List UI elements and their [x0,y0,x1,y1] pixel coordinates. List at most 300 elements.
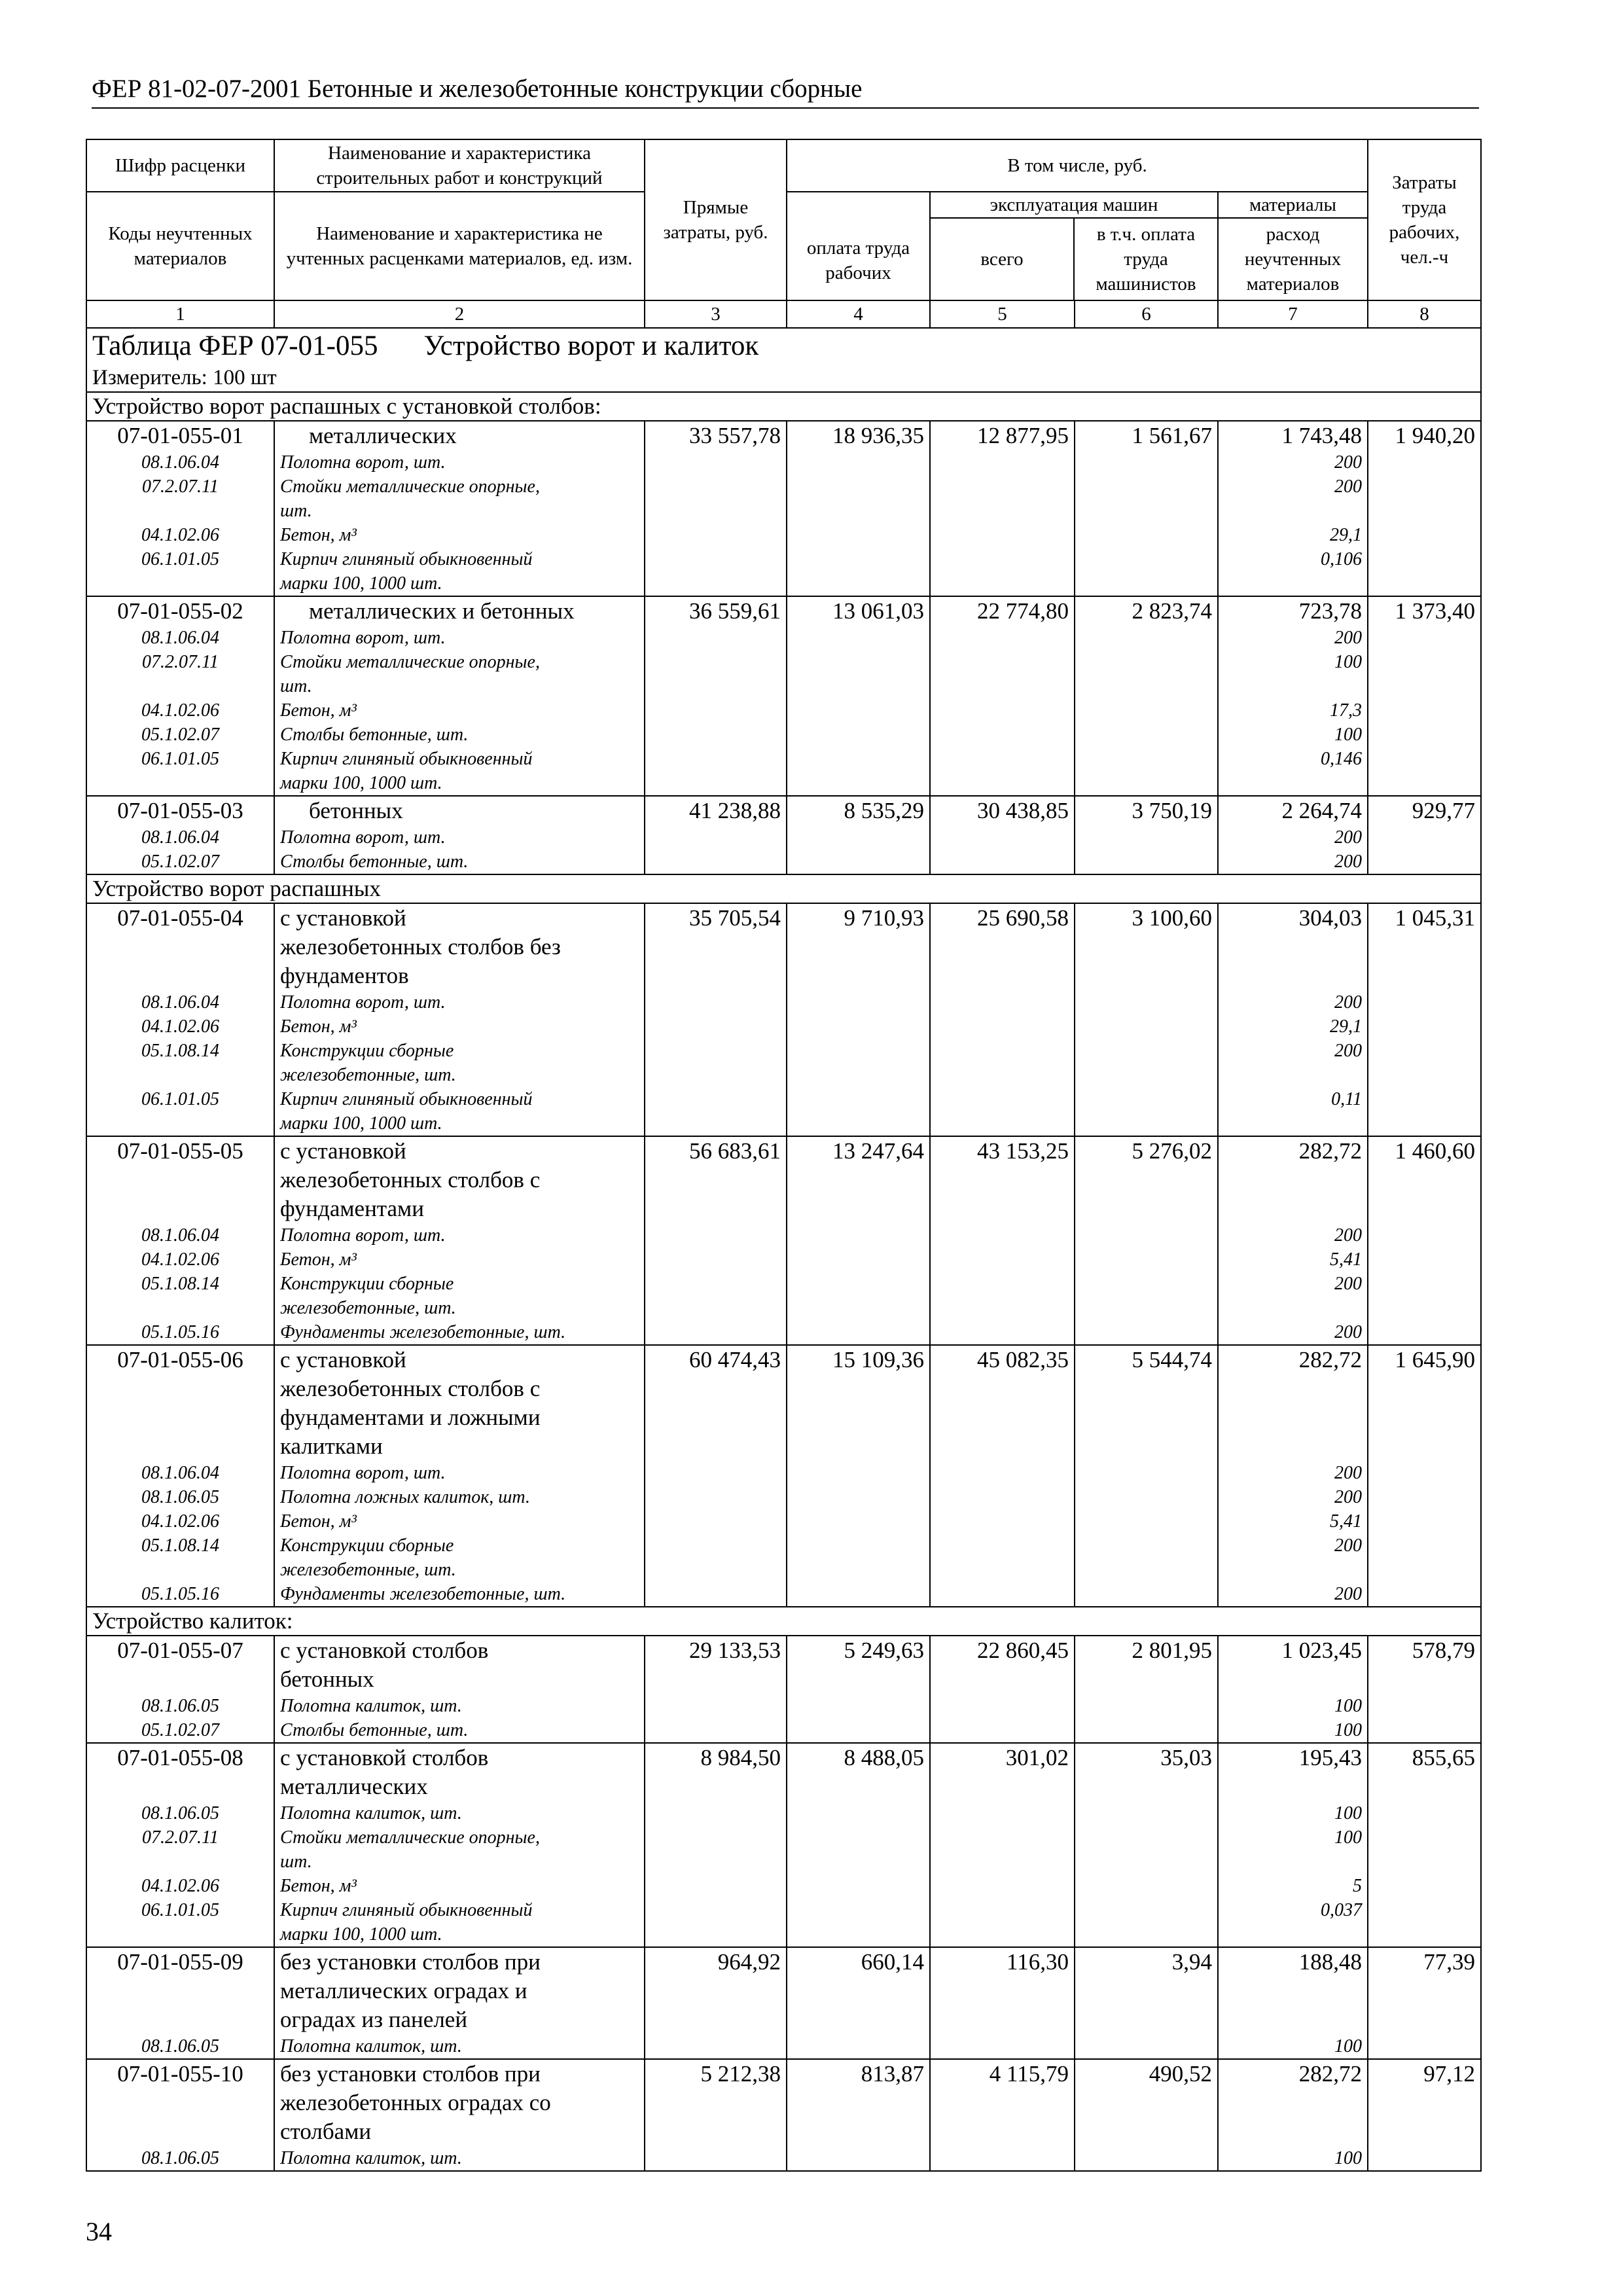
work-name [274,1743,645,1801]
material-code: 08.1.06.05 [86,2146,274,2171]
material-row [86,1694,1481,1718]
th-mat-consumption: расход неучтенных материалов [1244,224,1342,295]
machines-total: 301,02 [930,1743,1075,1801]
empty-cell [1368,1320,1481,1345]
rate-code: 07-01-055-05 [86,1136,274,1223]
empty-cell [1368,650,1481,698]
material-name-line: Полотна ложных калиток, шт. [280,1487,530,1507]
material-quantity: 200 [1218,850,1368,874]
empty-cell [930,1485,1075,1509]
material-name-line: Бетон, м³ [280,1249,357,1270]
material-name [274,1718,645,1743]
machinist-wages: 5 544,74 [1075,1345,1218,1461]
empty-cell [1368,1874,1481,1898]
material-name-line: Полотна ворот, шт. [280,1225,446,1246]
machines-total: 25 690,58 [930,903,1075,990]
labor-value: 855,65 [1368,1743,1481,1801]
empty-cell [787,523,930,547]
material-name-line: Полотна калиток, шт. [280,2148,462,2168]
material-quantity: 200 [1218,626,1368,650]
material-code: 08.1.06.04 [86,626,274,650]
material-row [86,1272,1481,1320]
material-name [274,1272,645,1320]
empty-cell [645,1509,787,1534]
rate-row [86,1947,1481,2034]
material-quantity: 200 [1218,1461,1368,1485]
material-quantity: 100 [1218,1801,1368,1825]
empty-cell [1368,1509,1481,1534]
empty-cell [787,547,930,596]
th-total: всего [931,219,1075,300]
materials-value: 195,43 [1218,1743,1368,1801]
material-row [86,2146,1481,2171]
empty-cell [645,723,787,747]
material-row [86,523,1481,547]
material-name-line: Полотна ворот, шт. [280,452,446,473]
material-name [274,698,645,723]
material-quantity: 200 [1218,1039,1368,1087]
materials-value: 282,72 [1218,2059,1368,2146]
material-code: 05.1.02.07 [86,1718,274,1743]
material-code: 04.1.02.06 [86,523,274,547]
th-direct: Прямые затраты, руб. [645,139,787,300]
direct-cost: 36 559,61 [645,596,787,626]
material-name-line: Кирпич глиняный обыкновенный [280,749,533,769]
empty-cell [787,2034,930,2059]
empty-cell [787,698,930,723]
material-name-line: железобетонные, шт. [280,1560,456,1580]
section-row [86,392,1481,421]
col-number: 1 [86,300,274,328]
empty-cell [645,650,787,698]
material-quantity: 100 [1218,2034,1368,2059]
empty-cell [645,698,787,723]
material-row [86,1898,1481,1947]
rate-row [86,1136,1481,1223]
wages-value: 813,87 [787,2059,930,2146]
material-name [274,1485,645,1509]
empty-cell [645,1898,787,1947]
empty-cell [787,1582,930,1607]
empty-cell [787,1485,930,1509]
labor-value: 578,79 [1368,1636,1481,1694]
material-name [274,1461,645,1485]
material-name [274,1898,645,1947]
col-number: 4 [787,300,930,328]
empty-cell [1368,450,1481,475]
empty-cell [645,2146,787,2171]
material-row [86,1014,1481,1039]
section-row [86,874,1481,903]
material-name-line: Бетон, м³ [280,1511,357,1532]
labor-value: 1 940,20 [1368,421,1481,450]
empty-cell [787,650,930,698]
direct-cost: 29 133,53 [645,1636,787,1694]
machines-total: 116,30 [930,1947,1075,2034]
material-code: 05.1.05.16 [86,1582,274,1607]
material-quantity: 0,037 [1218,1898,1368,1947]
empty-cell [645,1223,787,1247]
material-name [274,747,645,796]
material-name [274,1534,645,1582]
empty-cell [930,1223,1075,1247]
material-name [274,650,645,698]
empty-cell [787,1509,930,1534]
machinist-wages: 3,94 [1075,1947,1218,2034]
material-row [86,698,1481,723]
table-number: Таблица ФЕР 07-01-055 [92,331,378,361]
material-name-line: Столбы бетонные, шт. [280,852,469,872]
work-name-line: фундаментами и ложными [280,1405,541,1430]
material-quantity: 5,41 [1218,1247,1368,1272]
material-quantity: 100 [1218,723,1368,747]
material-row [86,475,1481,523]
rate-row [86,1636,1481,1694]
material-row [86,1485,1481,1509]
machinist-wages: 3 750,19 [1075,796,1218,825]
material-quantity: 0,11 [1218,1087,1368,1136]
empty-cell [1075,1485,1218,1509]
empty-cell [1075,450,1218,475]
empty-cell [645,1272,787,1320]
material-code: 04.1.02.06 [86,698,274,723]
material-code: 08.1.06.05 [86,1694,274,1718]
machines-total: 4 115,79 [930,2059,1075,2146]
material-name [274,990,645,1014]
empty-cell [645,1825,787,1874]
empty-cell [930,698,1075,723]
col-number: 5 [930,300,1075,328]
empty-cell [645,2034,787,2059]
material-quantity: 200 [1218,1534,1368,1582]
empty-cell [1075,1320,1218,1345]
empty-cell [1075,547,1218,596]
empty-cell [787,1461,930,1485]
material-name [274,825,645,850]
empty-cell [1368,1272,1481,1320]
work-name-line: столбами [280,2119,372,2144]
empty-cell [1368,1825,1481,1874]
material-name [274,1320,645,1345]
material-quantity: 0,106 [1218,547,1368,596]
empty-cell [645,1461,787,1485]
empty-cell [645,1718,787,1743]
empty-cell [787,1272,930,1320]
material-quantity: 200 [1218,825,1368,850]
material-code: 05.1.02.07 [86,723,274,747]
materials-value: 188,48 [1218,1947,1368,2034]
th-materials: материалы [1219,192,1367,219]
empty-cell [645,747,787,796]
material-row [86,1039,1481,1087]
material-row [86,850,1481,874]
material-quantity: 29,1 [1218,1014,1368,1039]
empty-cell [930,1694,1075,1718]
wages-value: 660,14 [787,1947,930,2034]
material-name [274,1087,645,1136]
table-body [86,328,1481,2171]
work-name-line: бетонных [309,798,403,823]
empty-cell [930,2146,1075,2171]
labor-value: 1 460,60 [1368,1136,1481,1223]
empty-cell [645,450,787,475]
empty-cell [787,2146,930,2171]
labor-value: 1 373,40 [1368,596,1481,626]
work-name [274,421,645,450]
labor-value: 77,39 [1368,1947,1481,2034]
empty-cell [930,850,1075,874]
empty-cell [1075,825,1218,850]
material-name-line: марки 100, 1000 шт. [280,1113,442,1134]
material-name-line: шт. [280,676,312,696]
wages-value: 8 535,29 [787,796,930,825]
work-name-line: фундаментов [280,963,409,988]
rate-row [86,903,1481,990]
empty-cell [930,747,1075,796]
section-title: Устройство ворот распашных с установкой столбов: [86,392,1481,421]
empty-cell [1368,723,1481,747]
wages-value: 15 109,36 [787,1345,930,1461]
material-code: 08.1.06.04 [86,990,274,1014]
rate-code: 07-01-055-09 [86,1947,274,2034]
labor-value: 97,12 [1368,2059,1481,2146]
empty-cell [1368,850,1481,874]
rate-code: 07-01-055-08 [86,1743,274,1801]
wages-value: 13 061,03 [787,596,930,626]
work-name-line: железобетонных столбов с [280,1167,541,1193]
material-name-line: Бетон, м³ [280,700,357,721]
material-code: 08.1.06.05 [86,2034,274,2059]
material-name-line: Конструкции сборные [280,1274,454,1294]
material-name-line: Бетон, м³ [280,1876,357,1896]
th-codes-unaccounted: Коды неучтенных материалов [86,192,274,300]
empty-cell [645,1014,787,1039]
material-code: 08.1.06.04 [86,450,274,475]
work-name [274,796,645,825]
machines-total: 43 153,25 [930,1136,1075,1223]
labor-value: 1 045,31 [1368,903,1481,990]
materials-value: 2 264,74 [1218,796,1368,825]
machines-total: 22 774,80 [930,596,1075,626]
direct-cost: 60 474,43 [645,1345,787,1461]
rate-row [86,2059,1481,2146]
material-name-line: Кирпич глиняный обыкновенный [280,1900,533,1920]
empty-cell [787,626,930,650]
empty-cell [787,1534,930,1582]
material-name-line: Полотна ворот, шт. [280,1463,446,1483]
table-title-row [86,328,1481,364]
material-name-line: Кирпич глиняный обыкновенный [280,549,533,569]
rate-code: 07-01-055-04 [86,903,274,990]
work-name-line: с установкой [280,1138,406,1164]
direct-cost: 8 984,50 [645,1743,787,1801]
empty-cell [1368,626,1481,650]
rate-row [86,596,1481,626]
empty-cell [787,1039,930,1087]
material-quantity: 200 [1218,475,1368,523]
empty-cell [1368,1087,1481,1136]
material-name [274,2146,645,2171]
rates-table [86,139,1482,2172]
table-name: Устройство ворот и калиток [423,331,759,361]
material-name-line: Полотна калиток, шт. [280,1696,462,1716]
empty-cell [930,1461,1075,1485]
material-name-line: Стойки металлические опорные, [280,1827,540,1848]
material-name [274,1014,645,1039]
empty-cell [930,475,1075,523]
work-name [274,1947,645,2034]
empty-cell [787,723,930,747]
material-quantity: 200 [1218,1582,1368,1607]
th-labor: Затраты труда рабочих, чел.-ч [1368,139,1481,300]
empty-cell [1075,1898,1218,1947]
material-name-line: Полотна ворот, шт. [280,992,446,1013]
measure-row [86,364,1481,392]
empty-cell [930,650,1075,698]
empty-cell [645,990,787,1014]
empty-cell [787,1718,930,1743]
wages-value: 18 936,35 [787,421,930,450]
empty-cell [787,1801,930,1825]
empty-cell [1368,475,1481,523]
material-code: 07.2.07.11 [86,1825,274,1874]
empty-cell [930,1320,1075,1345]
materials-value: 723,78 [1218,596,1368,626]
rate-code: 07-01-055-06 [86,1345,274,1461]
empty-cell [645,523,787,547]
empty-cell [645,1247,787,1272]
material-code: 07.2.07.11 [86,650,274,698]
material-name-line: Бетон, м³ [280,525,357,545]
machinist-wages: 3 100,60 [1075,903,1218,990]
empty-cell [787,825,930,850]
work-name-line: с установкой [280,905,406,931]
material-quantity: 29,1 [1218,523,1368,547]
work-name [274,596,645,626]
empty-cell [1368,1247,1481,1272]
material-code: 04.1.02.06 [86,1509,274,1534]
empty-cell [1075,723,1218,747]
work-name-line: оградах из панелей [280,2007,468,2032]
material-row [86,1718,1481,1743]
empty-cell [930,1898,1075,1947]
material-name [274,1874,645,1898]
material-code: 05.1.05.16 [86,1320,274,1345]
rate-row [86,796,1481,825]
empty-cell [1368,990,1481,1014]
wages-value: 9 710,93 [787,903,930,990]
material-name-line: Столбы бетонные, шт. [280,1720,469,1740]
material-quantity: 100 [1218,650,1368,698]
section-title: Устройство ворот распашных [86,874,1481,903]
work-name-line: бетонных [280,1666,374,1692]
rate-code: 07-01-055-03 [86,796,274,825]
empty-cell [1075,850,1218,874]
material-name-line: железобетонные, шт. [280,1298,456,1318]
material-code: 06.1.01.05 [86,1087,274,1136]
machinist-wages: 5 276,02 [1075,1136,1218,1223]
empty-cell [1368,523,1481,547]
empty-cell [1075,1087,1218,1136]
material-name-line: марки 100, 1000 шт. [280,1924,442,1945]
work-name-line: железобетонных столбов с [280,1376,541,1401]
th-wages: оплата труда рабочих [806,238,910,283]
material-row [86,1582,1481,1607]
materials-value: 304,03 [1218,903,1368,990]
section-row [86,1607,1481,1636]
th-name: Наименование и характеристика строительных работ и конструкций [274,139,645,192]
material-row [86,1223,1481,1247]
material-row [86,1461,1481,1485]
empty-cell [930,1247,1075,1272]
empty-cell [787,1874,930,1898]
work-name-line: калитками [280,1433,383,1459]
work-name-line: с установкой [280,1347,406,1372]
machinist-wages: 2 823,74 [1075,596,1218,626]
machines-total: 30 438,85 [930,796,1075,825]
running-header: ФЕР 81-02-07-2001 Бетонные и железобетонные конструкции сборные [92,73,1479,109]
empty-cell [1368,1485,1481,1509]
empty-cell [645,1801,787,1825]
work-name-line: фундаментами [280,1196,424,1221]
material-code: 04.1.02.06 [86,1247,274,1272]
empty-cell [1368,547,1481,596]
materials-value: 1 023,45 [1218,1636,1368,1694]
material-name-line: марки 100, 1000 шт. [280,573,442,594]
rate-code: 07-01-055-02 [86,596,274,626]
material-code: 05.1.08.14 [86,1272,274,1320]
empty-cell [1075,1582,1218,1607]
empty-cell [930,1014,1075,1039]
empty-cell [1075,523,1218,547]
material-name-line: Бетон, м³ [280,1016,357,1037]
material-row [86,1087,1481,1136]
empty-cell [645,1582,787,1607]
empty-cell [1368,1898,1481,1947]
wages-value: 13 247,64 [787,1136,930,1223]
empty-cell [787,1087,930,1136]
empty-cell [645,1039,787,1087]
empty-cell [1368,1718,1481,1743]
empty-cell [787,475,930,523]
material-code: 08.1.06.04 [86,1461,274,1485]
material-name [274,1825,645,1874]
material-row [86,547,1481,596]
table-header [86,139,1481,328]
empty-cell [787,1694,930,1718]
material-quantity: 200 [1218,450,1368,475]
material-name [274,1801,645,1825]
work-name-line: без установки столбов при [280,1949,541,1975]
material-name-line: Полотна ворот, шт. [280,827,446,848]
direct-cost: 35 705,54 [645,903,787,990]
material-quantity: 200 [1218,990,1368,1014]
empty-cell [787,850,930,874]
empty-cell [930,547,1075,596]
empty-cell [930,723,1075,747]
th-code: Шифр расценки [86,139,274,192]
empty-cell [1075,1718,1218,1743]
material-name-line: марки 100, 1000 шт. [280,773,442,793]
empty-cell [930,1801,1075,1825]
empty-cell [930,450,1075,475]
empty-cell [1368,1014,1481,1039]
material-row [86,650,1481,698]
material-code: 08.1.06.05 [86,1485,274,1509]
work-name [274,2059,645,2146]
column-numbers-row [86,300,1481,328]
material-name [274,850,645,874]
